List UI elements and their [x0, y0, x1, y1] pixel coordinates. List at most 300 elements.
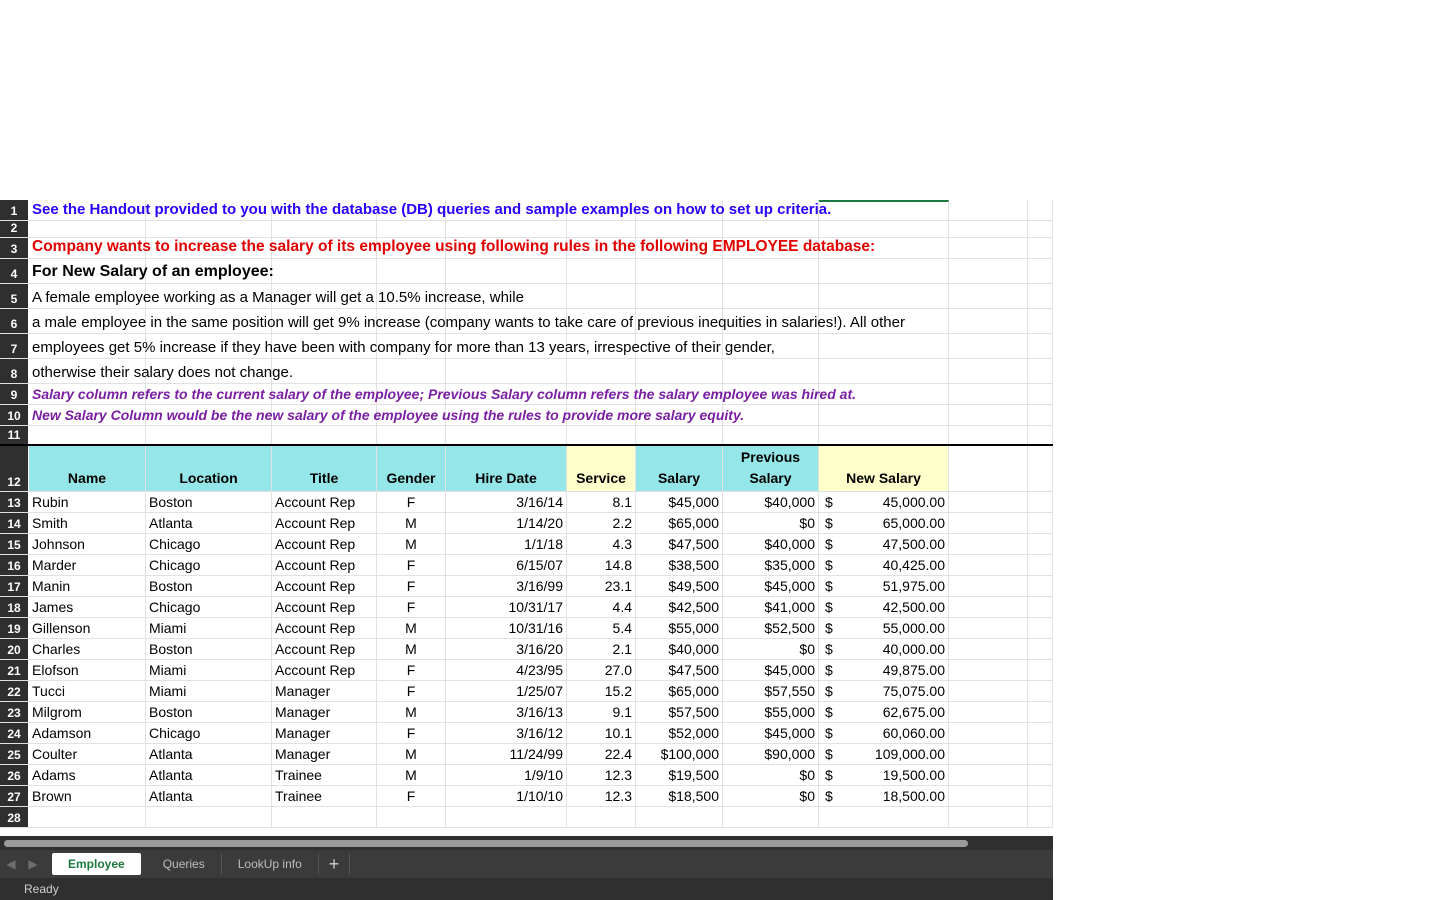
- cell-title[interactable]: Account Rep: [272, 576, 377, 596]
- empty-cell[interactable]: [636, 426, 723, 444]
- cell-service[interactable]: 12.3: [567, 786, 636, 806]
- cell-x1[interactable]: [949, 576, 1028, 596]
- empty-cell[interactable]: [949, 259, 1028, 283]
- cell-hire[interactable]: 4/23/95: [446, 660, 567, 680]
- new-salary-value: 75,075.00: [882, 683, 945, 699]
- empty-cell[interactable]: [949, 221, 1028, 237]
- cell-gender[interactable]: F: [377, 597, 446, 617]
- cell-hire[interactable]: 1/9/10: [446, 765, 567, 785]
- cell-gender[interactable]: F: [377, 786, 446, 806]
- row-number[interactable]: 2: [0, 221, 28, 237]
- empty-cell[interactable]: [567, 426, 636, 444]
- cell-hire[interactable]: 10/31/17: [446, 597, 567, 617]
- cell-new[interactable]: [819, 534, 949, 554]
- empty-cell[interactable]: [723, 807, 819, 827]
- cell-hire[interactable]: 3/16/14: [446, 492, 567, 512]
- sheet-row: [0, 513, 1053, 534]
- cell-title[interactable]: Account Rep: [272, 639, 377, 659]
- cell-hire[interactable]: 1/1/18: [446, 534, 567, 554]
- row-number[interactable]: 25: [0, 744, 28, 764]
- scroll-left-icon[interactable]: ◀: [6, 857, 16, 871]
- cell-location[interactable]: Atlanta: [146, 513, 272, 533]
- cell-prev[interactable]: $52,500: [723, 618, 819, 638]
- cell-hire[interactable]: 1/10/10: [446, 786, 567, 806]
- tab-lookup-info[interactable]: LookUp info: [222, 853, 319, 875]
- cell-hire[interactable]: 3/16/12: [446, 723, 567, 743]
- cell-service[interactable]: 22.4: [567, 744, 636, 764]
- cell-name[interactable]: Adams: [29, 765, 146, 785]
- cell-gender[interactable]: M: [377, 765, 446, 785]
- note-text-row-10: New Salary Column would be the new salary of the employee using the rules to provide more salary equity.: [32, 407, 745, 423]
- cell-x2[interactable]: [1028, 534, 1053, 554]
- empty-cell[interactable]: [446, 259, 567, 283]
- empty-cell[interactable]: [723, 426, 819, 444]
- row-number[interactable]: 20: [0, 639, 28, 659]
- currency-symbol: $: [825, 536, 833, 552]
- cell-x2[interactable]: [1028, 639, 1053, 659]
- cell-location[interactable]: Miami: [146, 660, 272, 680]
- row-number[interactable]: 7: [0, 334, 28, 358]
- cell-title[interactable]: Account Rep: [272, 513, 377, 533]
- cell-service[interactable]: 14.8: [567, 555, 636, 575]
- cell-x1[interactable]: [949, 597, 1028, 617]
- empty-cell[interactable]: [949, 284, 1028, 308]
- cell-x2[interactable]: [1028, 513, 1053, 533]
- cell-title[interactable]: Manager: [272, 723, 377, 743]
- row-number[interactable]: 12: [0, 446, 28, 491]
- cell-name[interactable]: Charles: [29, 639, 146, 659]
- empty-cell[interactable]: [1028, 238, 1053, 258]
- empty-cell[interactable]: [1028, 200, 1053, 220]
- row-number[interactable]: 8: [0, 359, 28, 383]
- sheet-row: [0, 284, 1053, 309]
- row-number[interactable]: 17: [0, 576, 28, 596]
- cell-name[interactable]: Milgrom: [29, 702, 146, 722]
- cell-new[interactable]: [819, 723, 949, 743]
- empty-cell[interactable]: [1028, 284, 1053, 308]
- cell-location[interactable]: Atlanta: [146, 744, 272, 764]
- row-number[interactable]: 1: [0, 200, 28, 220]
- row-number[interactable]: 23: [0, 702, 28, 722]
- cell-gender[interactable]: F: [377, 492, 446, 512]
- header-cell-name[interactable]: [29, 446, 146, 491]
- row-number[interactable]: 13: [0, 492, 28, 512]
- empty-cell[interactable]: [819, 284, 949, 308]
- cell-salary[interactable]: $19,500: [636, 765, 723, 785]
- cell-new[interactable]: [819, 681, 949, 701]
- empty-cell[interactable]: [949, 384, 1028, 404]
- cell-prev[interactable]: $41,000: [723, 597, 819, 617]
- row-number[interactable]: 4: [0, 259, 28, 283]
- cell-salary[interactable]: $65,000: [636, 513, 723, 533]
- cell-new[interactable]: [819, 576, 949, 596]
- cell-hire[interactable]: 3/16/99: [446, 576, 567, 596]
- cell-x2[interactable]: [1028, 702, 1053, 722]
- row-number[interactable]: 27: [0, 786, 28, 806]
- row-number[interactable]: 5: [0, 284, 28, 308]
- cell-gender[interactable]: F: [377, 681, 446, 701]
- cell-salary[interactable]: $45,000: [636, 492, 723, 512]
- cell-location[interactable]: Chicago: [146, 723, 272, 743]
- cell-prev[interactable]: $0: [723, 639, 819, 659]
- empty-cell[interactable]: [819, 426, 949, 444]
- empty-cell[interactable]: [567, 807, 636, 827]
- row-number[interactable]: 15: [0, 534, 28, 554]
- empty-cell[interactable]: [29, 221, 146, 237]
- cell-salary[interactable]: $42,500: [636, 597, 723, 617]
- cell-title[interactable]: Account Rep: [272, 660, 377, 680]
- cell-hire[interactable]: 10/31/16: [446, 618, 567, 638]
- cell-service[interactable]: 5.4: [567, 618, 636, 638]
- sheet-row: [0, 446, 1053, 492]
- empty-cell[interactable]: [819, 334, 949, 358]
- empty-cell[interactable]: [446, 221, 567, 237]
- cell-x1[interactable]: [949, 492, 1028, 512]
- cell-new[interactable]: [819, 702, 949, 722]
- header-cell-x2[interactable]: [1028, 446, 1053, 491]
- cell-gender[interactable]: M: [377, 744, 446, 764]
- currency-symbol: $: [825, 494, 833, 510]
- currency-symbol: $: [825, 788, 833, 804]
- row-number[interactable]: 18: [0, 597, 28, 617]
- empty-cell[interactable]: [1028, 426, 1053, 444]
- cell-x2[interactable]: [1028, 681, 1053, 701]
- cell-title[interactable]: Trainee: [272, 786, 377, 806]
- empty-cell[interactable]: [949, 405, 1028, 425]
- cell-salary[interactable]: $65,000: [636, 681, 723, 701]
- row-number[interactable]: 21: [0, 660, 28, 680]
- header-cell-new[interactable]: [819, 446, 949, 491]
- cell-name[interactable]: James: [29, 597, 146, 617]
- cell-salary[interactable]: $100,000: [636, 744, 723, 764]
- cell-name[interactable]: Gillenson: [29, 618, 146, 638]
- cell-salary[interactable]: $57,500: [636, 702, 723, 722]
- cell-title[interactable]: Account Rep: [272, 534, 377, 554]
- empty-cell[interactable]: [949, 309, 1028, 333]
- empty-cell[interactable]: [272, 259, 377, 283]
- cell-service[interactable]: 4.4: [567, 597, 636, 617]
- empty-cell[interactable]: [1028, 807, 1053, 827]
- header-cell-service[interactable]: [567, 446, 636, 491]
- cell-prev[interactable]: $90,000: [723, 744, 819, 764]
- cell-x2[interactable]: [1028, 618, 1053, 638]
- empty-cell[interactable]: [1028, 334, 1053, 358]
- empty-cell[interactable]: [377, 426, 446, 444]
- cell-gender[interactable]: F: [377, 660, 446, 680]
- cell-prev[interactable]: $35,000: [723, 555, 819, 575]
- header-cell-location[interactable]: [146, 446, 272, 491]
- cell-x2[interactable]: [1028, 597, 1053, 617]
- empty-cell[interactable]: [723, 284, 819, 308]
- cell-location[interactable]: Miami: [146, 618, 272, 638]
- empty-cell[interactable]: [949, 359, 1028, 383]
- cell-name[interactable]: Marder: [29, 555, 146, 575]
- empty-cell[interactable]: [1028, 259, 1053, 283]
- empty-cell[interactable]: [377, 359, 446, 383]
- row-number[interactable]: 11: [0, 426, 28, 444]
- empty-cell[interactable]: [567, 284, 636, 308]
- cell-service[interactable]: 12.3: [567, 765, 636, 785]
- cell-location[interactable]: Chicago: [146, 555, 272, 575]
- empty-cell[interactable]: [1028, 309, 1053, 333]
- empty-cell[interactable]: [567, 359, 636, 383]
- empty-cell[interactable]: [949, 426, 1028, 444]
- sheet-row: [0, 309, 1053, 334]
- cell-service[interactable]: 9.1: [567, 702, 636, 722]
- cell-name[interactable]: Smith: [29, 513, 146, 533]
- cell-x2[interactable]: [1028, 492, 1053, 512]
- cell-name[interactable]: Tucci: [29, 681, 146, 701]
- empty-cell[interactable]: [1028, 384, 1053, 404]
- cell-x2[interactable]: [1028, 744, 1053, 764]
- row-number[interactable]: 19: [0, 618, 28, 638]
- cell-hire[interactable]: 6/15/07: [446, 555, 567, 575]
- cell-prev[interactable]: $45,000: [723, 723, 819, 743]
- empty-cell[interactable]: [272, 426, 377, 444]
- cell-x1[interactable]: [949, 702, 1028, 722]
- empty-cell[interactable]: [146, 426, 272, 444]
- cell-salary[interactable]: $49,500: [636, 576, 723, 596]
- cell-name[interactable]: Brown: [29, 786, 146, 806]
- cell-salary[interactable]: $18,500: [636, 786, 723, 806]
- row-number[interactable]: 16: [0, 555, 28, 575]
- sheet-row: [0, 200, 1053, 221]
- empty-cell[interactable]: [446, 426, 567, 444]
- cell-prev[interactable]: $45,000: [723, 660, 819, 680]
- empty-cell[interactable]: [377, 259, 446, 283]
- row-number[interactable]: 22: [0, 681, 28, 701]
- scroll-right-icon[interactable]: ▶: [28, 857, 38, 871]
- row-number[interactable]: 26: [0, 765, 28, 785]
- cell-salary[interactable]: $47,500: [636, 660, 723, 680]
- empty-cell[interactable]: [446, 359, 567, 383]
- cell-title[interactable]: Account Rep: [272, 492, 377, 512]
- cell-location[interactable]: Boston: [146, 639, 272, 659]
- cell-prev[interactable]: $0: [723, 513, 819, 533]
- cell-x1[interactable]: [949, 681, 1028, 701]
- empty-cell[interactable]: [377, 221, 446, 237]
- header-cell-hire[interactable]: [446, 446, 567, 491]
- empty-cell[interactable]: [723, 359, 819, 383]
- cell-name[interactable]: Manin: [29, 576, 146, 596]
- cell-name[interactable]: Adamson: [29, 723, 146, 743]
- horizontal-scrollbar[interactable]: [0, 836, 1053, 850]
- cell-new[interactable]: [819, 597, 949, 617]
- cell-x1[interactable]: [949, 744, 1028, 764]
- empty-cell[interactable]: [636, 221, 723, 237]
- new-salary-value: 42,500.00: [882, 599, 945, 615]
- cell-new[interactable]: [819, 513, 949, 533]
- cell-location[interactable]: Miami: [146, 681, 272, 701]
- empty-cell[interactable]: [29, 426, 146, 444]
- cell-new[interactable]: [819, 660, 949, 680]
- cell-title[interactable]: Account Rep: [272, 597, 377, 617]
- header-cell-x1[interactable]: [949, 446, 1028, 491]
- empty-cell[interactable]: [446, 807, 567, 827]
- cell-gender[interactable]: M: [377, 702, 446, 722]
- cell-x1[interactable]: [949, 618, 1028, 638]
- empty-cell[interactable]: [1028, 221, 1053, 237]
- cell-x2[interactable]: [1028, 660, 1053, 680]
- empty-cell[interactable]: [567, 221, 636, 237]
- cell-prev[interactable]: $45,000: [723, 576, 819, 596]
- cell-new[interactable]: [819, 639, 949, 659]
- empty-cell[interactable]: [949, 238, 1028, 258]
- horizontal-scrollbar-thumb[interactable]: [4, 840, 968, 847]
- cell-salary[interactable]: $52,000: [636, 723, 723, 743]
- cell-prev[interactable]: $40,000: [723, 492, 819, 512]
- cell-salary[interactable]: $47,500: [636, 534, 723, 554]
- cell-hire[interactable]: 3/16/13: [446, 702, 567, 722]
- empty-cell[interactable]: [146, 807, 272, 827]
- cell-location[interactable]: Atlanta: [146, 786, 272, 806]
- row-number[interactable]: 14: [0, 513, 28, 533]
- row-number[interactable]: 6: [0, 309, 28, 333]
- empty-cell[interactable]: [949, 200, 1028, 220]
- empty-cell[interactable]: [819, 221, 949, 237]
- empty-cell[interactable]: [272, 221, 377, 237]
- empty-cell[interactable]: [377, 807, 446, 827]
- row-number[interactable]: 10: [0, 405, 28, 425]
- cell-prev[interactable]: $57,550: [723, 681, 819, 701]
- empty-cell[interactable]: [949, 334, 1028, 358]
- cell-gender[interactable]: M: [377, 639, 446, 659]
- cell-new[interactable]: [819, 618, 949, 638]
- cell-x2[interactable]: [1028, 555, 1053, 575]
- cell-hire[interactable]: 1/14/20: [446, 513, 567, 533]
- cell-gender[interactable]: M: [377, 618, 446, 638]
- cell-x1[interactable]: [949, 639, 1028, 659]
- cell-x2[interactable]: [1028, 765, 1053, 785]
- cell-x2[interactable]: [1028, 786, 1053, 806]
- header-label: Previous: [740, 449, 801, 465]
- cell-hire[interactable]: 1/25/07: [446, 681, 567, 701]
- empty-cell[interactable]: [146, 221, 272, 237]
- cell-new[interactable]: [819, 786, 949, 806]
- header-cell-gender[interactable]: [377, 446, 446, 491]
- tab-employee[interactable]: Employee: [52, 853, 141, 875]
- row-number[interactable]: 9: [0, 384, 28, 404]
- cell-name[interactable]: Coulter: [29, 744, 146, 764]
- empty-cell[interactable]: [1028, 405, 1053, 425]
- cell-gender[interactable]: F: [377, 723, 446, 743]
- empty-cell[interactable]: [819, 405, 949, 425]
- cell-gender[interactable]: F: [377, 576, 446, 596]
- cell-title[interactable]: Trainee: [272, 765, 377, 785]
- cell-location[interactable]: Boston: [146, 576, 272, 596]
- cell-x1[interactable]: [949, 534, 1028, 554]
- cell-service[interactable]: 10.1: [567, 723, 636, 743]
- add-sheet-button[interactable]: +: [319, 853, 351, 875]
- cell-title[interactable]: Account Rep: [272, 618, 377, 638]
- header-cell-prev[interactable]: [723, 446, 819, 491]
- cell-x1[interactable]: [949, 660, 1028, 680]
- cell-prev[interactable]: $55,000: [723, 702, 819, 722]
- cell-location[interactable]: Atlanta: [146, 765, 272, 785]
- empty-cell[interactable]: [819, 200, 949, 220]
- cell-location[interactable]: Chicago: [146, 534, 272, 554]
- row-number[interactable]: 28: [0, 807, 28, 827]
- cell-x2[interactable]: [1028, 576, 1053, 596]
- cell-name[interactable]: Elofson: [29, 660, 146, 680]
- cell-new[interactable]: [819, 555, 949, 575]
- empty-cell[interactable]: [723, 259, 819, 283]
- cell-title[interactable]: Account Rep: [272, 555, 377, 575]
- empty-cell[interactable]: [819, 259, 949, 283]
- row-number[interactable]: 24: [0, 723, 28, 743]
- cell-location[interactable]: Chicago: [146, 597, 272, 617]
- empty-cell[interactable]: [636, 259, 723, 283]
- cell-x2[interactable]: [1028, 723, 1053, 743]
- new-salary-value: 51,975.00: [882, 578, 945, 594]
- cell-service[interactable]: 2.1: [567, 639, 636, 659]
- row-number[interactable]: 3: [0, 238, 28, 258]
- tab-queries[interactable]: Queries: [147, 853, 222, 875]
- empty-cell[interactable]: [272, 807, 377, 827]
- cell-hire[interactable]: 3/16/20: [446, 639, 567, 659]
- empty-cell[interactable]: [723, 221, 819, 237]
- cell-salary[interactable]: $55,000: [636, 618, 723, 638]
- empty-cell[interactable]: [819, 807, 949, 827]
- cell-prev[interactable]: $40,000: [723, 534, 819, 554]
- empty-cell[interactable]: [567, 259, 636, 283]
- empty-cell[interactable]: [636, 807, 723, 827]
- cell-salary[interactable]: $38,500: [636, 555, 723, 575]
- cell-x1[interactable]: [949, 513, 1028, 533]
- cell-title[interactable]: Manager: [272, 681, 377, 701]
- cell-new[interactable]: [819, 765, 949, 785]
- cell-service[interactable]: 4.3: [567, 534, 636, 554]
- header-cell-salary[interactable]: [636, 446, 723, 491]
- cell-location[interactable]: Boston: [146, 702, 272, 722]
- cell-new[interactable]: [819, 492, 949, 512]
- cell-service[interactable]: 15.2: [567, 681, 636, 701]
- sheet-tab-bar: [0, 836, 1053, 878]
- cell-service[interactable]: 2.2: [567, 513, 636, 533]
- cell-gender[interactable]: M: [377, 534, 446, 554]
- cell-x1[interactable]: [949, 555, 1028, 575]
- cell-gender[interactable]: M: [377, 513, 446, 533]
- cell-hire[interactable]: 11/24/99: [446, 744, 567, 764]
- cell-prev[interactable]: $0: [723, 765, 819, 785]
- empty-cell[interactable]: [949, 807, 1028, 827]
- cell-gender[interactable]: F: [377, 555, 446, 575]
- cell-prev[interactable]: $0: [723, 786, 819, 806]
- spreadsheet-grid[interactable]: [0, 200, 1053, 836]
- cell-name[interactable]: Johnson: [29, 534, 146, 554]
- cell-service[interactable]: 27.0: [567, 660, 636, 680]
- empty-cell[interactable]: [1028, 359, 1053, 383]
- currency-symbol: $: [825, 725, 833, 741]
- empty-cell[interactable]: [636, 284, 723, 308]
- cell-title[interactable]: Manager: [272, 702, 377, 722]
- cell-location[interactable]: Boston: [146, 492, 272, 512]
- cell-new[interactable]: [819, 744, 949, 764]
- cell-title[interactable]: Manager: [272, 744, 377, 764]
- cell-x1[interactable]: [949, 765, 1028, 785]
- cell-salary[interactable]: $40,000: [636, 639, 723, 659]
- empty-cell[interactable]: [29, 807, 146, 827]
- cell-x1[interactable]: [949, 786, 1028, 806]
- empty-cell[interactable]: [819, 359, 949, 383]
- cell-service[interactable]: 23.1: [567, 576, 636, 596]
- cell-service[interactable]: 8.1: [567, 492, 636, 512]
- cell-name[interactable]: Rubin: [29, 492, 146, 512]
- header-label: Service: [576, 470, 626, 486]
- empty-cell[interactable]: [636, 359, 723, 383]
- cell-x1[interactable]: [949, 723, 1028, 743]
- header-cell-title[interactable]: [272, 446, 377, 491]
